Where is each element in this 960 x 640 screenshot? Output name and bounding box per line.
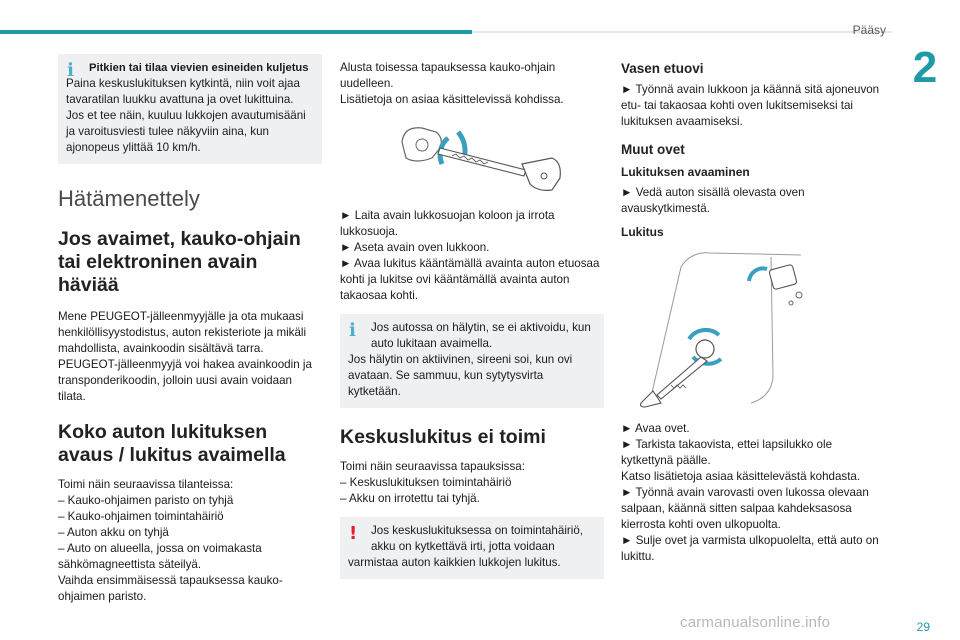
- column-2: [340, 54, 604, 579]
- paragraph-more-info: Lisätietoja on asiaa käsittelevissä kohdissa.: [340, 93, 564, 106]
- heading-unlocking: Lukituksen avaaminen: [621, 165, 750, 179]
- header-accent-bar: [0, 30, 472, 34]
- list-item: – Kauko-ohjaimen toimintahäiriö: [58, 510, 224, 523]
- heading-other-doors: Muut ovet: [621, 142, 685, 157]
- door-latch-illustration: [621, 247, 885, 411]
- warning-icon: !: [349, 523, 358, 544]
- list-item: – Keskuslukituksen toimintahäiriö: [340, 476, 512, 489]
- list-item: – Auton akku on tyhjä: [58, 526, 169, 539]
- column-3: [621, 54, 885, 565]
- paragraph-battery: Vaihda ensimmäisessä tapauksessa kauko-ohjaimen paristo.: [58, 574, 283, 603]
- warning-note: [340, 517, 604, 579]
- heading-locking: Lukitus: [621, 225, 664, 239]
- section-title: Hätämenettely: [58, 186, 200, 211]
- list-item: – Kauko-ohjaimen paristo on tyhjä: [58, 494, 234, 507]
- paragraph-situations: Toimi näin seuraavissa tilanteissa:: [58, 478, 234, 491]
- paragraph-dealer: Mene PEUGEOT-jälleenmyyjälle ja ota mukaasi henkilöllisyystodistus, auton rekisteriote ja mikäli mahdollista, avainkoodin sisältävä tarra.: [58, 310, 307, 355]
- note-title: Pitkien tai tilaa vievien esineiden kuljetus: [89, 62, 309, 74]
- step-item: ► Aseta avain oven lukkoon.: [340, 241, 490, 254]
- note-body: Paina keskuslukituksen kytkintä, niin voit ajaa tavaratilan luukku avattuna ja ovet lukittuina. Jos et tee näin, kuuluu lukkojen avautumisääni ja varoitusviesti tulee näkyviin aina, kun ajonopeus ylittää 10 km/h.: [66, 77, 306, 154]
- paragraph-key-code: PEUGEOT-jälleenmyyjä voi hakea avainkoodin ja transponderikoodin, jolloin uusi avain voidaan tilata.: [58, 358, 312, 403]
- header-rule: [472, 31, 892, 33]
- info-icon: ℹ: [67, 60, 74, 81]
- step-item: ► Avaa ovet.: [621, 422, 690, 435]
- note-head: Jos autossa on hälytin, se ei aktivoidu, kun auto lukitaan avaimella.: [371, 321, 591, 350]
- info-note-transport: [58, 54, 322, 164]
- key-lock-cover-illustration: [392, 118, 604, 198]
- heading-lost-key: Jos avaimet, kauko-ohjain tai elektroninen avain häviää: [58, 228, 301, 296]
- note-body: varmistaa auton kaikkien lukkojen lukitus.: [348, 556, 561, 569]
- step-item: ► Tarkista takaovista, ettei lapsilukko ole kytkettynä päälle.: [621, 438, 833, 467]
- info-note-alarm: [340, 314, 604, 408]
- step-item: ► Sulje ovet ja varmista ulkopuolelta, että auto on lukittu.: [621, 534, 879, 563]
- step-item: ► Vedä auton sisällä olevasta oven avauskytkimestä.: [621, 186, 805, 215]
- list-item: – Auto on alueella, jossa on voimakasta sähkömagneettista säteilyä.: [58, 542, 262, 571]
- step-item: ► Avaa lukitus kääntämällä avainta auton etuosaa kohti ja lukitse ovi kääntämällä avainta auton takaosaa kohti.: [340, 257, 600, 302]
- heading-front-left-door: Vasen etuovi: [621, 61, 704, 76]
- note-head: Jos keskuslukituksessa on toimintahäiriö, akku on kytkettävä irti, jotta voidaan: [371, 524, 584, 553]
- paragraph-cases: Toimi näin seuraavissa tapauksissa:: [340, 460, 525, 473]
- watermark: carmanualsonline.info: [680, 614, 831, 631]
- info-icon: ℹ: [349, 320, 356, 341]
- reference-text: Katso lisätietoja asiaa käsittelevästä kohdasta.: [621, 470, 861, 483]
- list-item: – Akku on irrotettu tai tyhjä.: [340, 492, 480, 505]
- step-item: ► Työnnä avain lukkoon ja käännä sitä ajoneuvon etu- tai takaosaa kohti oven lukitsemiseksi tai lukituksen avaamiseksi.: [621, 83, 880, 128]
- heading-central-lock: Keskuslukitus ei toimi: [340, 426, 546, 448]
- step-item: ► Laita avain lukkosuojan koloon ja irrota lukkosuoja.: [340, 209, 555, 238]
- note-body: Jos hälytin on aktiivinen, sireeni soi, kun ovi avataan. Se sammuu, kun sytytysvirta kytketään.: [348, 353, 573, 398]
- page-number: 29: [916, 620, 930, 634]
- chapter-number: 2: [912, 43, 938, 92]
- paragraph-reinit: Alusta toisessa tapauksessa kauko-ohjain uudelleen.: [340, 61, 556, 90]
- section-label: Pääsy: [852, 23, 886, 37]
- heading-key-locking: Koko auton lukituksen avaus / lukitus avaimella: [58, 421, 286, 466]
- column-1: [58, 54, 322, 605]
- step-item: ► Työnnä avain varovasti oven lukossa olevaan salpaan, käännä sitten salpaa kahdeksasosa kierrosta kohti oven ulkopuolta.: [621, 486, 869, 531]
